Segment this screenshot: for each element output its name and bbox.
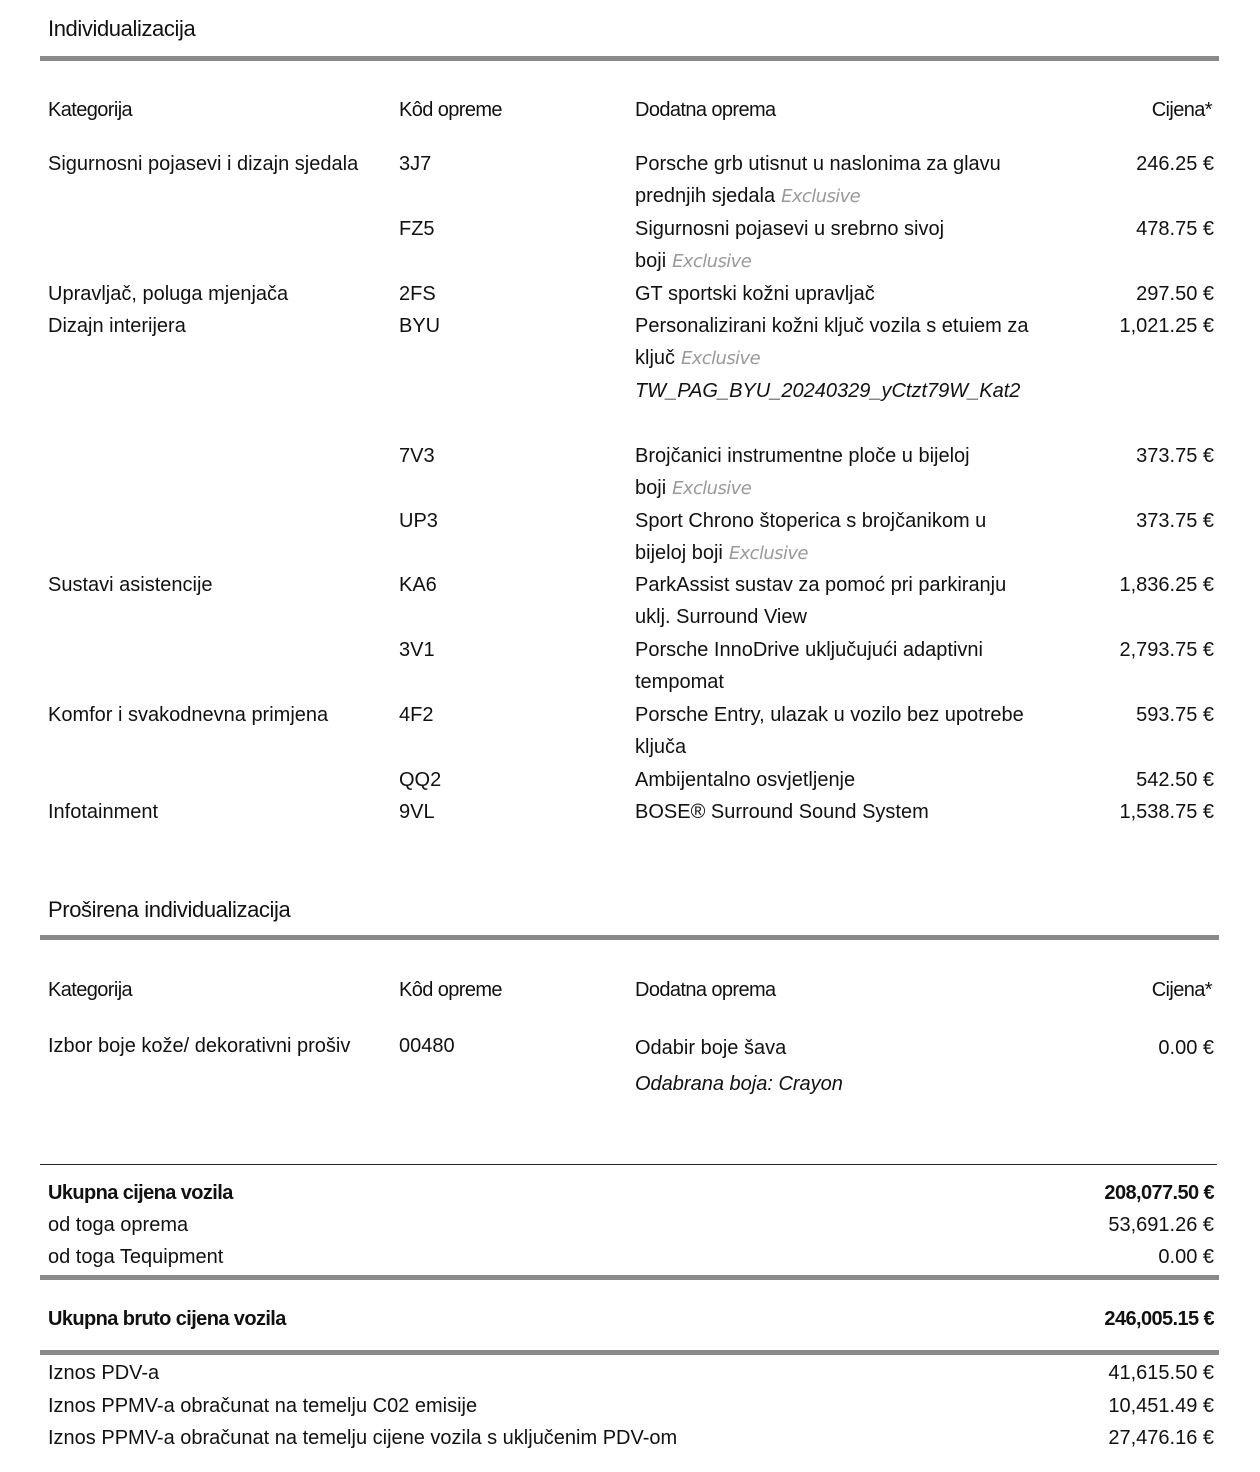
option-note: TW_PAG_BYU_20240329_yCtzt79W_Kat2 xyxy=(635,380,1021,402)
option-text: Sport Chrono štoperica s brojčanikom u bijeloj boji xyxy=(635,510,987,564)
row-option xyxy=(635,634,1040,698)
tequipment-value: 0.00 € xyxy=(1158,1246,1214,1268)
tequipment-row xyxy=(48,1241,1214,1273)
ppmv-price-row xyxy=(48,1422,1214,1454)
section-title-prosirena: Proširena individualizacija xyxy=(48,897,291,922)
option-text: BOSE® Surround Sound System xyxy=(635,801,929,823)
header-code: Kôd opreme xyxy=(399,99,502,121)
row-price: 297.50 € xyxy=(1136,283,1214,305)
row-option xyxy=(635,148,1040,213)
row-code: 7V3 xyxy=(399,445,435,467)
exclusive-tag: Exclusive xyxy=(681,348,761,369)
option-text: ParkAssist sustav za pomoć pri parkiranju uklj. Surround View xyxy=(635,574,1007,628)
row-category: Komfor i svakodnevna primjena xyxy=(48,704,329,726)
tequipment-label: od toga Tequipment xyxy=(48,1246,224,1268)
ppmv-price-label: Iznos PPMV-a obračunat na temelju cijene vozila s uključenim PDV-om xyxy=(48,1427,678,1449)
option-text: Odabir boje šava xyxy=(635,1037,787,1059)
exclusive-tag: Exclusive xyxy=(672,251,752,272)
vat-label: Iznos PDV-a xyxy=(48,1362,160,1384)
header-code: Kôd opreme xyxy=(399,979,502,1001)
total-price-row xyxy=(48,1177,1214,1209)
row-code: QQ2 xyxy=(399,769,442,791)
row-category: Sigurnosni pojasevi i dizajn sjedala xyxy=(48,153,359,175)
row-price: 593.75 € xyxy=(1136,704,1214,726)
option-text: Ambijentalno osvjetljenje xyxy=(635,769,856,791)
row-category: Dizajn interijera xyxy=(48,315,186,337)
row-code: FZ5 xyxy=(399,218,435,240)
row-code: 9VL xyxy=(399,801,435,823)
gross-price-value: 246,005.15 € xyxy=(1104,1308,1214,1330)
gross-price-row xyxy=(48,1303,1214,1335)
row-code: KA6 xyxy=(399,574,437,596)
row-option xyxy=(635,699,1040,763)
row-option xyxy=(635,796,1040,828)
option-text: Porsche grb utisnut u naslonima za glavu prednjih sjedala xyxy=(635,153,1001,207)
exclusive-tag: Exclusive xyxy=(728,543,808,564)
row-code: BYU xyxy=(399,315,441,337)
header-option: Dodatna oprema xyxy=(635,99,776,121)
option-note: Odabrana boja: Crayon xyxy=(635,1073,843,1095)
row-code: UP3 xyxy=(399,510,438,532)
header-price: Cijena* xyxy=(1151,979,1212,1001)
row-option xyxy=(635,278,1040,310)
vat-row xyxy=(48,1357,1214,1389)
row-price: 0.00 € xyxy=(1158,1037,1214,1059)
row-code: 00480 xyxy=(399,1035,455,1057)
row-price: 478.75 € xyxy=(1136,218,1214,240)
ppmv-co2-label: Iznos PPMV-a obračunat na temelju C02 emisije xyxy=(48,1395,478,1417)
exclusive-tag: Exclusive xyxy=(781,186,861,207)
row-code: 4F2 xyxy=(399,704,434,726)
row-option xyxy=(635,1030,1040,1102)
option-text: Brojčanici instrumentne ploče u bijeloj boji xyxy=(635,445,970,499)
ppmv-price-value: 27,476.16 € xyxy=(1108,1427,1214,1449)
equipment-label: od toga oprema xyxy=(48,1214,189,1236)
row-option xyxy=(635,569,1040,633)
header-option: Dodatna oprema xyxy=(635,979,776,1001)
row-price: 373.75 € xyxy=(1136,510,1214,532)
row-category: Infotainment xyxy=(48,801,159,823)
equipment-value: 53,691.26 € xyxy=(1108,1214,1214,1236)
row-category: Izbor boje kože/ dekorativni prošiv xyxy=(48,1035,351,1057)
row-category: Upravljač, poluga mjenjača xyxy=(48,283,289,305)
option-text: Porsche InnoDrive uključujući adaptivni tempomat xyxy=(635,639,983,693)
row-option xyxy=(635,213,1040,278)
ppmv-co2-row xyxy=(48,1390,1214,1422)
exclusive-tag: Exclusive xyxy=(672,478,752,499)
row-option xyxy=(635,310,1040,407)
row-price: 1,836.25 € xyxy=(1119,574,1214,596)
row-price: 542.50 € xyxy=(1136,769,1214,791)
option-text: Porsche Entry, ulazak u vozilo bez upotrebe ključa xyxy=(635,704,1024,758)
ppmv-co2-value: 10,451.49 € xyxy=(1108,1395,1214,1417)
totals-divider xyxy=(40,1275,1219,1280)
row-price: 2,793.75 € xyxy=(1119,639,1214,661)
row-price: 373.75 € xyxy=(1136,445,1214,467)
equipment-row xyxy=(48,1209,1214,1241)
option-text: Sigurnosni pojasevi u srebrno sivoj boji xyxy=(635,218,945,272)
row-category: Sustavi asistencije xyxy=(48,574,213,596)
row-option xyxy=(635,764,1040,796)
row-code: 2FS xyxy=(399,283,436,305)
row-price: 246.25 € xyxy=(1136,153,1214,175)
section-title-individualizacija: Individualizacija xyxy=(48,16,196,41)
header-category: Kategorija xyxy=(48,979,133,1001)
header-category: Kategorija xyxy=(48,99,133,121)
option-text: Personalizirani kožni ključ vozila s etuiem za ključ xyxy=(635,315,1029,369)
row-price: 1,538.75 € xyxy=(1119,801,1214,823)
vat-value: 41,615.50 € xyxy=(1108,1362,1214,1384)
row-price: 1,021.25 € xyxy=(1119,315,1214,337)
total-price-label: Ukupna cijena vozila xyxy=(48,1182,233,1204)
total-price-value: 208,077.50 € xyxy=(1104,1182,1214,1204)
section-divider xyxy=(40,56,1219,61)
gross-price-label: Ukupna bruto cijena vozila xyxy=(48,1308,286,1330)
option-text: GT sportski kožni upravljač xyxy=(635,283,875,305)
row-option xyxy=(635,505,1040,570)
row-code: 3V1 xyxy=(399,639,435,661)
row-option xyxy=(635,440,1040,505)
totals-divider xyxy=(40,1164,1217,1165)
row-code: 3J7 xyxy=(399,153,432,175)
section-divider xyxy=(40,935,1219,940)
header-price: Cijena* xyxy=(1151,99,1212,121)
totals-divider xyxy=(40,1350,1219,1355)
